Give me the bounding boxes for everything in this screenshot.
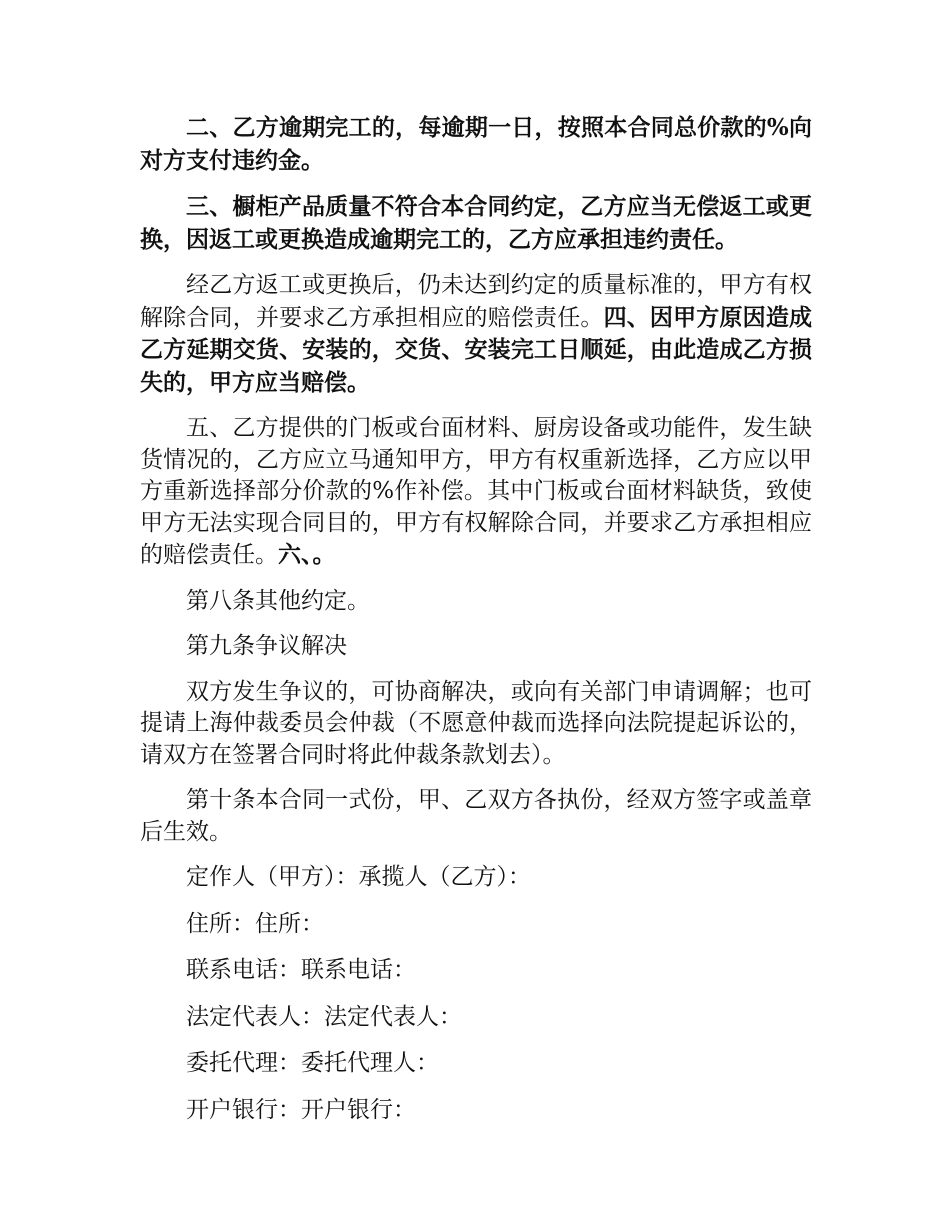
clause-4-text: 四、因甲方原因造成乙方延期交货、安装的，交货、安装完工日顺延，由此造成乙方损失的，甲方应当赔偿。 [140,303,813,396]
article-10-copies [140,785,812,848]
signature-agent [140,1048,812,1080]
clause-6-text: 六、。 [278,541,336,568]
clause-3-quality-rework [140,191,812,256]
signature-address-text: 住所：住所： [186,910,324,937]
clause-3-text: 三、橱柜产品质量不符合本合同约定，乙方应当无偿返工或更换，因返工或更换造成逾期完工的，乙方应承担违约责任。 [140,193,812,253]
rework-failure-text: 经乙方返工或更换后，仍未达到约定的质量标准的，甲方有权解除合同，并要求乙方承担相应的赔偿责任。 [140,272,812,331]
document-page [140,112,812,1141]
signature-agent-text: 委托代理：委托代理人： [186,1050,439,1076]
clause-2-overdue-penalty [140,112,812,177]
signature-legal-rep-text: 法定代表人：法定代表人： [186,1003,462,1030]
signature-bank [140,1095,812,1127]
clause-2-text: 二、乙方逾期完工的，每逾期一日，按照本合同总价款的%向对方支付违约金。 [140,114,812,174]
article-9-text: 第九条争议解决 [186,633,347,659]
signature-phone-text: 联系电话：联系电话： [186,957,416,983]
article-10-text: 第十条本合同一式份，甲、乙双方各执份，经双方签字或盖章后生效。 [140,787,812,845]
clause-5-and-6 [140,413,812,572]
article-9-heading [140,631,812,663]
signature-legal-rep [140,1002,812,1034]
article-8-heading [140,586,812,618]
signature-phone [140,955,812,987]
signature-bank-text: 开户银行：开户银行： [186,1096,416,1123]
signature-parties-text: 定作人（甲方）：承揽人（乙方）： [186,864,531,890]
signature-address [140,909,812,941]
rework-failure-and-clause-4 [140,270,812,399]
dispute-resolution-text: 双方发生争议的，可协商解决，或向有关部门申请调解；也可提请上海仲裁委员会仲裁（不愿意仲裁而选择向法院提起诉讼的，请双方在签署合同时将此仲裁条款划去）。 [140,678,812,768]
article-8-text: 第八条其他约定。 [186,587,370,614]
signature-parties [140,862,812,894]
clause-5-text: 五、乙方提供的门板或台面材料、厨房设备或功能件，发生缺货情况的，乙方应立马通知甲方，甲方有权重新选择，乙方应以甲方重新选择部分价款的%作补偿。其中门板或台面材料缺货，致使甲方无法实现合同目的，甲方有权解除合同，并要求乙方承担相应的赔偿责任。 [140,415,812,568]
dispute-resolution [140,677,812,772]
